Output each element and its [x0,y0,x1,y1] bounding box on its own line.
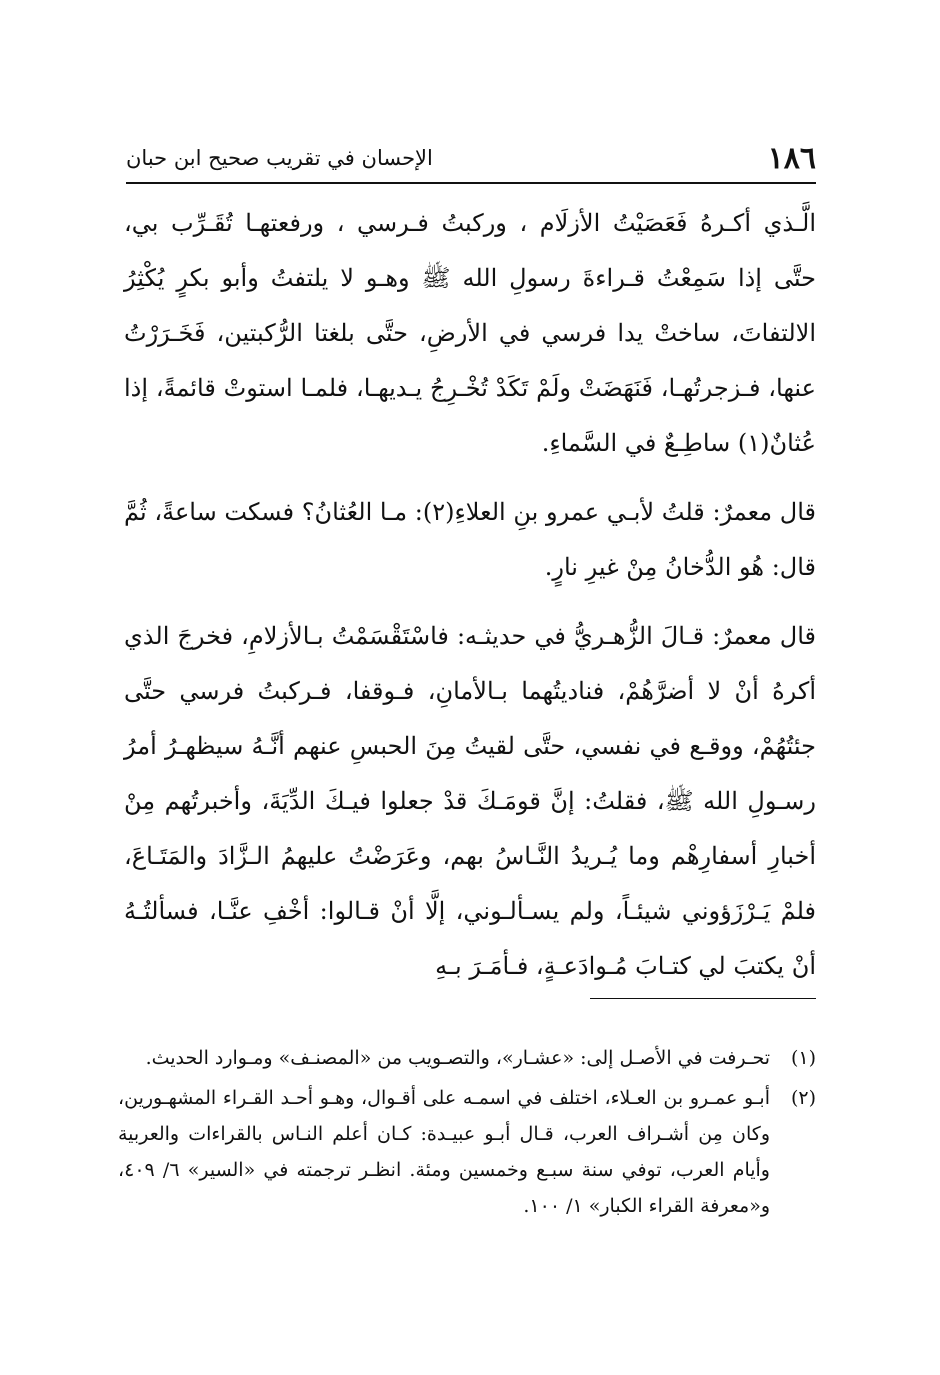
page-number: ١٨٦ [767,141,816,176]
footnotes [118,1040,816,1228]
footnote-text: أبـو عمـرو بن العـلاء، اختلف في اسمـه على أقـوال، وهـو أحـد القـراء المشهـورين، وكان مِن أشـراف العرب، قـال أبـو عبيـدة: كـان أعلم النـاس بالقراءات والعربية وأيام العرب، توفي سنة سبـع وخمسين ومئة. انظـر ترجمته في «السير» ٦/ ٤٠٩، و«معرفة القراء الكبار» ١/ ١٠٠. [118,1087,770,1217]
footnote-number: (١) [790,1047,816,1069]
paragraph-1: الَّـذي أكـرهُ فَعَصَيْتُ الأزلَام ، وركبتُ فـرسي ، ورفعتهـا تُقَـرِّب بي، حتَّى إذا سَمِعْتُ قـراءةَ رسولِ الله ﷺ وهـو لا يلتفتُ وأبو بكرٍ يُكْثِرُ الالتفاتَ، ساختْ يدا فرسي في الأرضِ، حتَّى بلغتا الرُّكبتين، فَخَـرَرْتُ عنها، فـزجرتُهـا، فَنَهَضَتْ ولَمْ تَكَدْ تُخْـرِجُ يـديهـا، فلمـا استوتْ قائمةً، إذا عُثانٌ(١) ساطِـعٌ في السَّماءِ. [124,209,816,457]
paragraph-2: قال معمرٌ: قلتُ لأبـي عمرو بنِ العلاءِ(٢): مـا العُثانُ؟ فسكت ساعةً، ثُمَّ قال: هُو الدُّخانُ مِنْ غيرِ نارٍ. [124,498,817,581]
running-title: الإحسان في تقريب صحيح ابن حبان [126,146,433,170]
page-header [126,138,816,178]
footnote-2 [118,1080,816,1224]
main-text [124,196,816,994]
footnote-number: (٢) [790,1087,816,1109]
header-rule [126,182,816,184]
paragraph-3: قال معمرٌ: قـالَ الزُّهـريُّ في حديثـه: فاسْتَقْسَمْتُ بـالأزلامِ، فخرجَ الذي أكرهُ أنْ لا أضرَّهُمْ، فناديتُهما بـالأمانِ، فـوقفا، فـركبتُ فرسي حتَّى جئتُهُمْ، ووقـع في نفسي، حتَّى لقيتُ مِنَ الحبسِ عنهم أنَّـهُ سيظهـرُ أمرُ رسـولِ الله ﷺ، فقلتُ: إنَّ قومَـكَ قدْ جعلوا فيـكَ الدِّيَةَ، وأخبرتُهم مِنْ أخبارِ أسفارِهْم وما يُـريدُ النَّـاسُ بهم، وعَرَضْتُ عليهمُ الـزَّادَ والمَتَـاعَ، فلمْ يَـرْزَؤوني شيئـاً، ولم يسـألـوني، إلَّا أنْ قـالوا: أخْفِ عنَّـا، فسألتُـهُ أنْ يكتبَ لي كتـابَ مُـوادَعـةٍ، فـأمَـرَ بـهِ [124,622,817,980]
footnote-1 [118,1040,816,1076]
footnote-rule [590,998,816,999]
footnote-text: تحـرفت في الأصـل إلى: «عشـار»، والتصـويب من «المصنـف» ومـوارد الحديث. [145,1047,770,1069]
